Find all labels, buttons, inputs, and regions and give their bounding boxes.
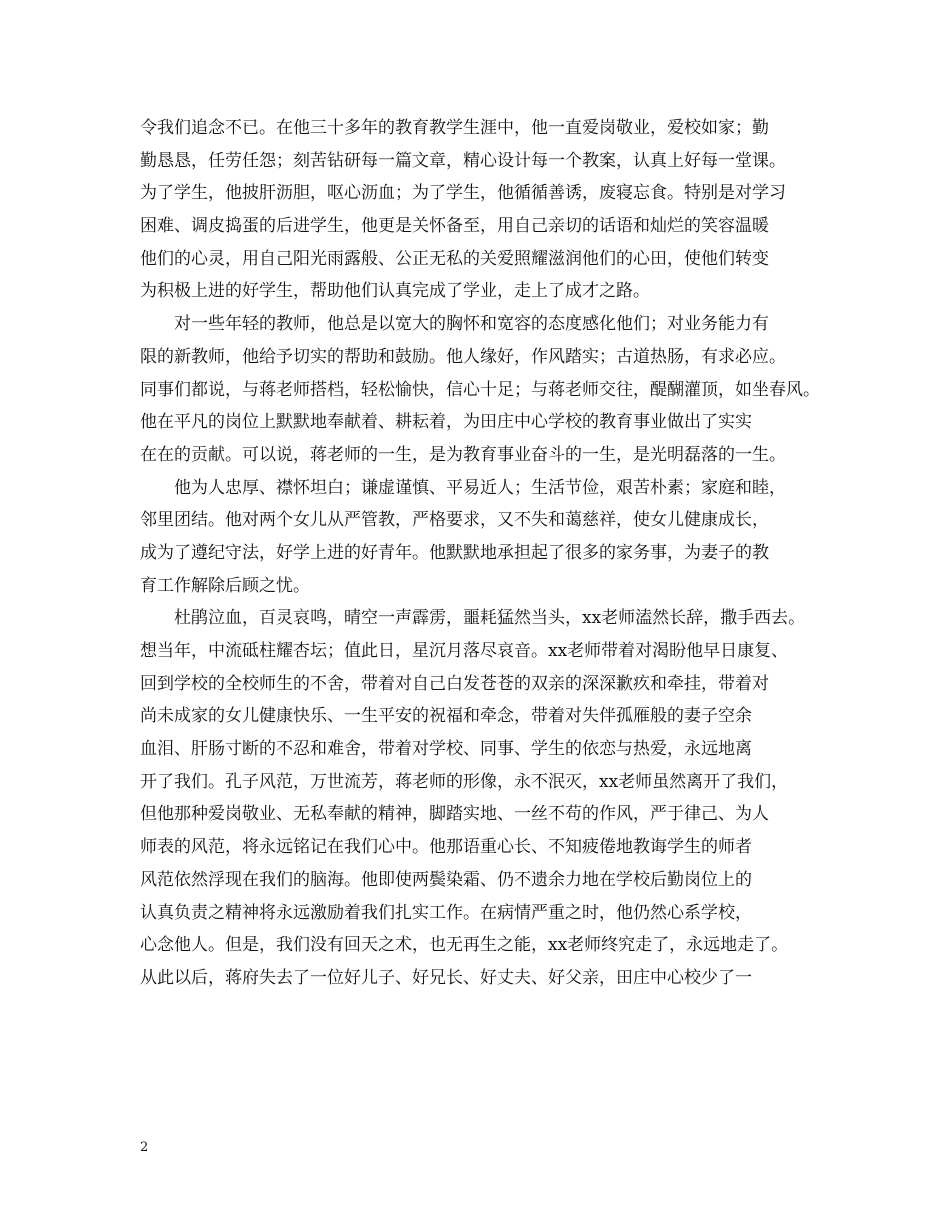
text-line: 对一些年轻的教师，他总是以宽大的胸怀和宽容的态度感化他们；对业务能力有 <box>174 314 769 335</box>
text-line: 为了学生，他披肝沥胆，呕心沥血；为了学生，他循循善诱，废寝忘食。特别是对学习 <box>140 183 786 204</box>
text-line: 风范依然浮现在我们的脑海。他即使两鬓染霜、仍不遗余力地在学校后勤岗位上的 <box>140 869 752 890</box>
text-line: 开了我们。孔子风范，万世流芳，蒋老师的形像，永不泯灭，xx老师虽然离开了我们， <box>140 771 789 792</box>
text-line: 心念他人。但是，我们没有回天之术，也无再生之能，xx老师终究走了，永远地走了。 <box>140 935 789 956</box>
text-line: 从此以后，蒋府失去了一位好儿子、好兄长、好丈夫、好父亲，田庄中心校少了一 <box>140 967 752 988</box>
document-body <box>140 112 830 995</box>
text-line: 他们的心灵，用自己阳光雨露般、公正无私的关爱照耀滋润他们的心田，使他们转变 <box>140 248 769 269</box>
text-line: 令我们追念不已。在他三十多年的教育教学生涯中，他一直爱岗敬业，爱校如家；勤 <box>140 118 769 138</box>
text-line: 困难、调皮捣蛋的后进学生，他更是关怀备至，用自己亲切的话语和灿烂的笑容温暖 <box>140 216 769 237</box>
text-line: 在在的贡献。可以说，蒋老师的一生，是为教育事业奋斗的一生，是光明磊落的一生。 <box>140 444 786 465</box>
text-line: 限的新教师，他给予切实的帮助和鼓励。他人缘好，作风踏实；古道热肠，有求必应。 <box>140 346 786 367</box>
text-line: 杜鹃泣血，百灵哀鸣，晴空一声霹雳，噩耗猛然当头，xx老师溘然长辞，撒手西去。 <box>174 608 806 629</box>
text-line: 育工作解除后顾之忧。 <box>140 575 310 596</box>
text-line: 同事们都说，与蒋老师搭档，轻松愉快，信心十足；与蒋老师交往，醍醐灌顶，如坐春风。 <box>140 379 820 400</box>
text-line: 尚未成家的女儿健康快乐、一生平安的祝福和牵念，带着对失伴孤雁般的妻子空余 <box>140 706 752 727</box>
text-line: 师表的风范，将永远铭记在我们心中。他那语重心长、不知疲倦地教诲学生的师者 <box>140 837 752 858</box>
text-line: 回到学校的全校师生的不舍，带着对自己白发苍苍的双亲的深深歉疚和牵挂，带着对 <box>140 673 769 694</box>
text-line: 想当年，中流砥柱耀杏坛；值此日，星沉月落尽哀音。xx老师带着对渴盼他早日康复、 <box>140 641 789 661</box>
text-line: 认真负责之精神将永远激励着我们扎实工作。在病情严重之时，他仍然心系学校， <box>140 902 752 923</box>
text-line: 他为人忠厚、襟怀坦白；谦虚谨慎、平易近人；生活节俭，艰苦朴素；家庭和睦， <box>174 477 786 498</box>
text-line: 为积极上进的好学生，帮助他们认真完成了学业，走上了成才之路。 <box>140 281 650 302</box>
text-line: 血泪、肝肠寸断的不忍和难舍，带着对学校、同事、学生的依恋与热爱，永远地离 <box>140 739 752 760</box>
text-line: 他在平凡的岗位上默默地奉献着、耕耘着，为田庄中心学校的教育事业做出了实实 <box>140 412 752 433</box>
page-number: 2 <box>140 1140 149 1155</box>
text-line: 成为了遵纪守法，好学上进的好青年。他默默地承担起了很多的家务事，为妻子的教 <box>140 542 769 563</box>
text-line: 邻里团结。他对两个女儿从严管教，严格要求，又不失和蔼慈祥，使女儿健康成长， <box>140 510 769 531</box>
text-line: 勤恳恳，任劳任怨；刻苦钻研每一篇文章，精心设计每一个教案，认真上好每一堂课。 <box>140 150 786 171</box>
text-line: 但他那种爱岗敬业、无私奉献的精神，脚踏实地、一丝不苟的作风，严于律己、为人 <box>140 804 769 825</box>
